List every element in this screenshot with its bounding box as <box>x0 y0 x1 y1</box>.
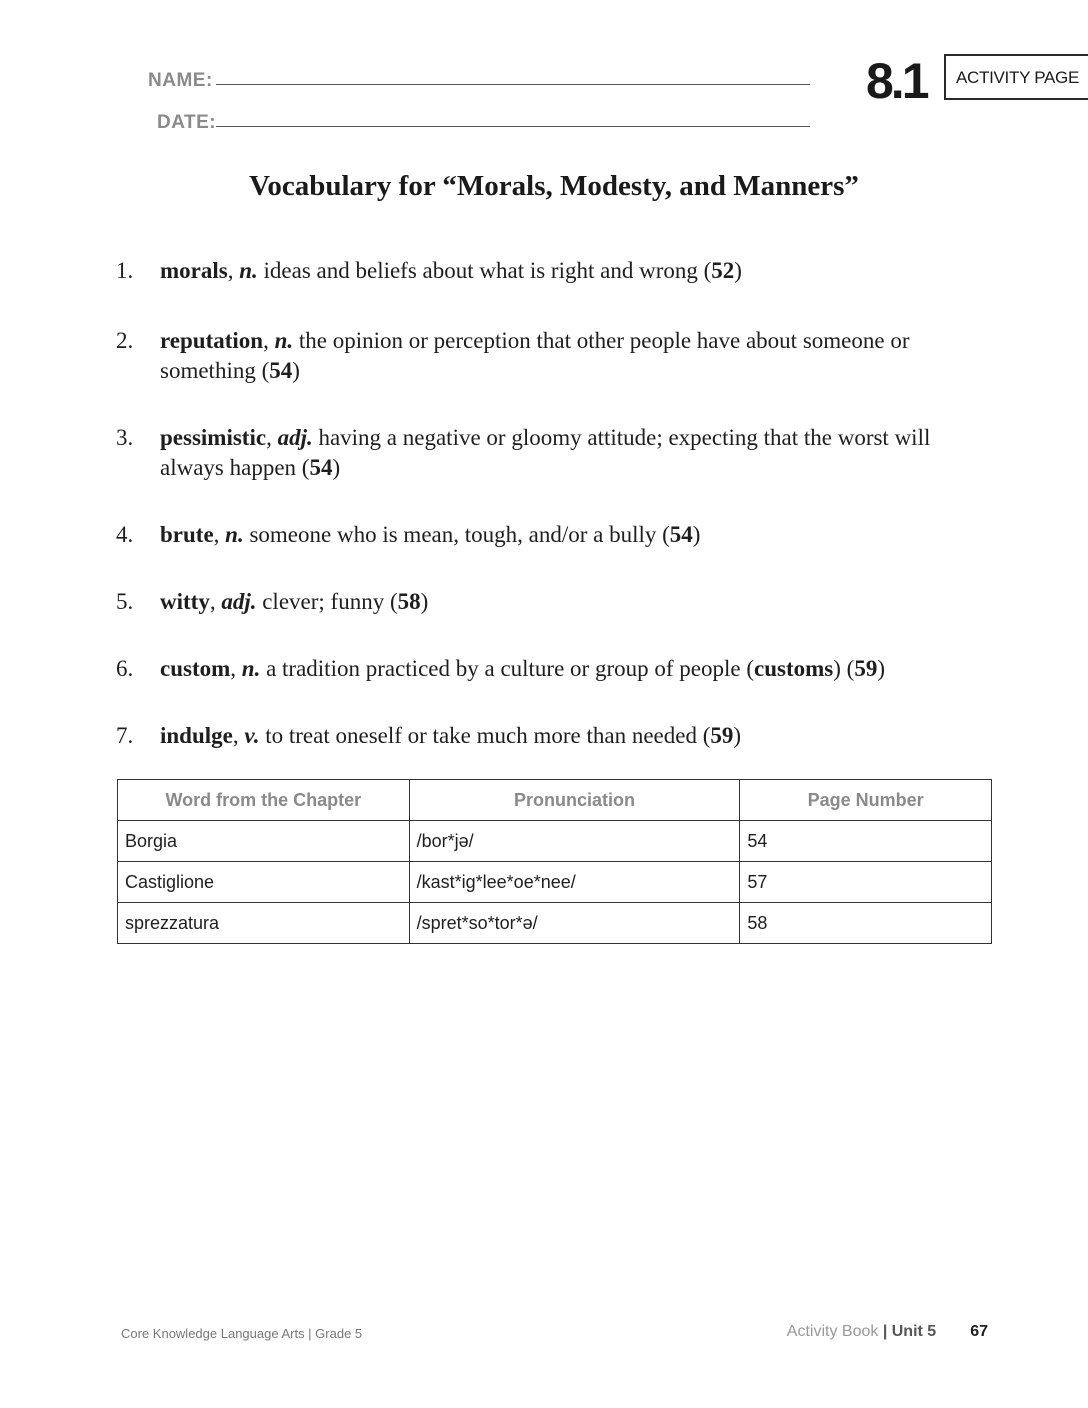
page-title: Vocabulary for “Morals, Modesty, and Manners” <box>249 170 859 202</box>
table-row <box>118 903 992 944</box>
item-number: 5. <box>116 589 134 614</box>
page-reference: 54 <box>269 358 293 383</box>
definition: someone who is mean, tough, and/or a bully ( <box>243 522 670 547</box>
footer-series: Core Knowledge Language Arts | Grade 5 <box>121 1326 363 1341</box>
separator: ) ( <box>833 656 855 681</box>
part-of-speech: adj. <box>277 425 313 450</box>
vocab-word: witty <box>160 589 210 614</box>
footer-unit: Unit 5 <box>891 1323 937 1340</box>
part-of-speech: adj. <box>221 589 257 614</box>
lesson-number: 8.1 <box>866 53 927 109</box>
definition: the opinion or perception that other people have about someone or something ( <box>160 328 910 383</box>
item-number: 2. <box>116 328 134 353</box>
part-of-speech: v. <box>244 723 260 748</box>
date-field[interactable] <box>216 126 810 127</box>
vocab-word: custom <box>160 656 231 681</box>
page-cell: 54 <box>740 821 992 862</box>
item-number: 4. <box>116 522 134 547</box>
footer-book: Activity Book <box>786 1323 879 1340</box>
close-paren: ) <box>332 455 341 480</box>
column-header-pronunciation: Pronunciation <box>409 780 740 821</box>
page-reference: 59 <box>854 656 878 681</box>
part-of-speech: n. <box>239 258 258 283</box>
column-header-word: Word from the Chapter <box>118 780 410 821</box>
pronunciation-table <box>117 779 992 944</box>
page-cell: 58 <box>740 903 992 944</box>
pronunciation-cell: /kast*ig*lee*oe*nee/ <box>409 862 740 903</box>
definition: to treat oneself or take much more than needed ( <box>259 723 711 748</box>
close-paren: ) <box>292 358 300 383</box>
definition: ideas and beliefs about what is right and wrong ( <box>257 258 712 283</box>
item-number: 1. <box>116 258 134 283</box>
page-reference: 58 <box>397 589 421 614</box>
word-cell: sprezzatura <box>118 903 410 944</box>
close-paren: ) <box>692 522 701 547</box>
close-paren: ) <box>734 258 742 283</box>
vocab-word: indulge <box>160 723 233 748</box>
plural-form: customs <box>754 656 834 681</box>
definition: a tradition practiced by a culture or group of people ( <box>260 656 754 681</box>
item-number: 6. <box>116 656 134 681</box>
footer-separator: | <box>878 1323 892 1340</box>
page-reference: 59 <box>710 723 734 748</box>
page-cell: 57 <box>740 862 992 903</box>
date-label: DATE: <box>157 112 217 133</box>
table-header-row <box>118 780 992 821</box>
vocab-word: pessimistic <box>160 425 267 450</box>
part-of-speech: n. <box>241 656 261 681</box>
part-of-speech: n. <box>225 522 244 547</box>
close-paren: ) <box>420 589 429 614</box>
word-cell: Castiglione <box>118 862 410 903</box>
item-number: 3. <box>116 425 134 450</box>
word-cell: Borgia <box>118 821 410 862</box>
close-paren: ) <box>733 723 742 748</box>
vocab-word: morals <box>160 258 228 283</box>
table-row <box>118 821 992 862</box>
activity-page-badge: ACTIVITY PAGE <box>944 54 1088 100</box>
definition: having a negative or gloomy attitude; expecting that the worst will always happen ( <box>160 425 931 480</box>
name-label: NAME: <box>148 70 213 91</box>
part-of-speech: n. <box>274 328 294 353</box>
page-reference: 52 <box>711 258 735 283</box>
definition: clever; funny ( <box>256 589 398 614</box>
page-reference: 54 <box>669 522 693 547</box>
page-reference: 54 <box>309 455 333 480</box>
name-field[interactable] <box>216 84 810 85</box>
vocab-word: brute <box>160 522 214 547</box>
footer-book-info <box>787 1323 988 1341</box>
vocab-word: reputation <box>160 328 264 353</box>
pronunciation-cell: /spret*so*tor*ə/ <box>409 903 740 944</box>
table-row <box>118 862 992 903</box>
page-number: 67 <box>970 1323 988 1340</box>
column-header-page: Page Number <box>740 780 992 821</box>
item-number: 7. <box>116 723 134 748</box>
close-paren: ) <box>877 656 885 681</box>
pronunciation-cell: /bor*jə/ <box>409 821 740 862</box>
